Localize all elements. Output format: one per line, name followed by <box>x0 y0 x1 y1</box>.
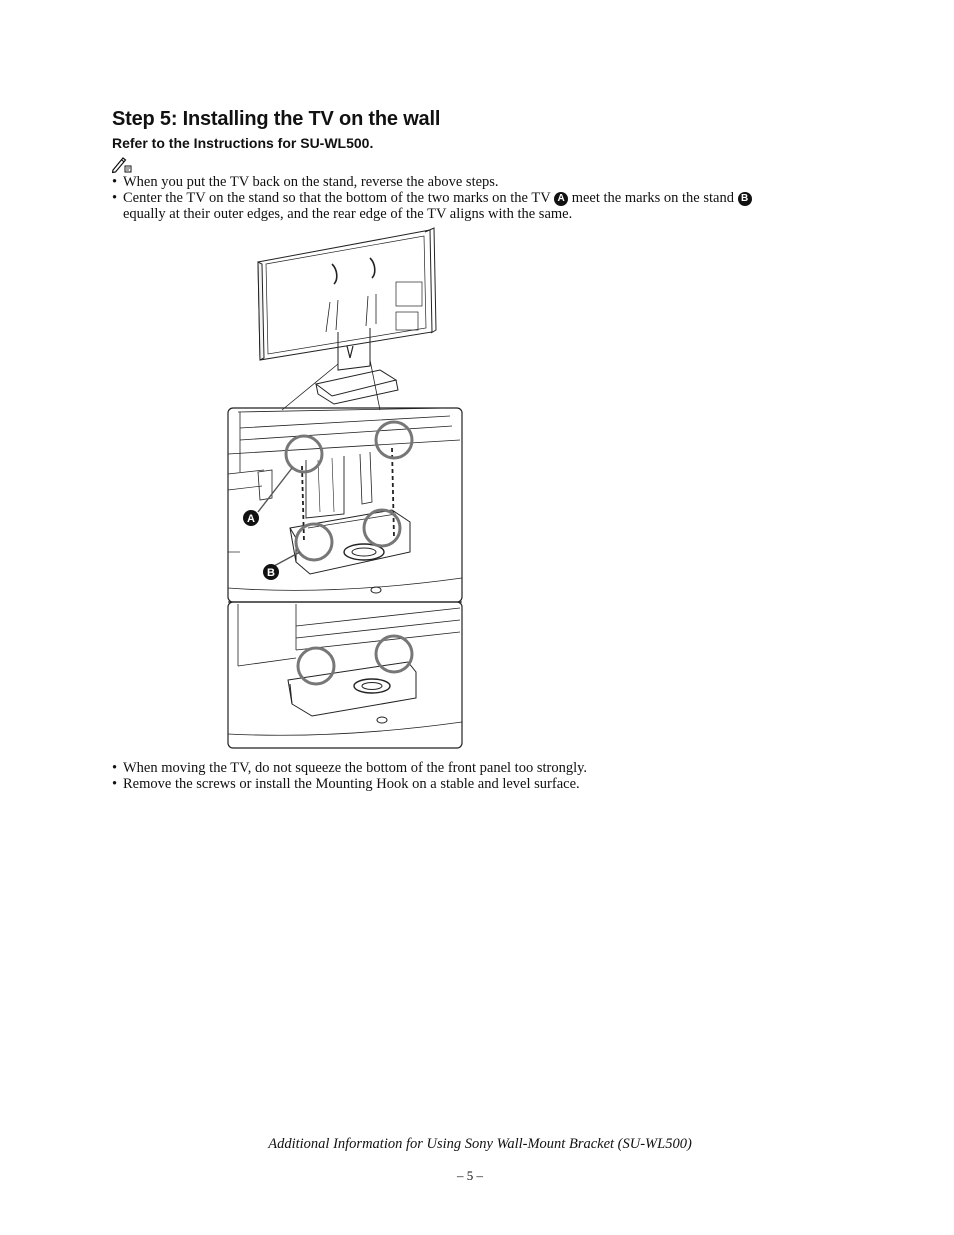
page-title: Step 5: Installing the TV on the wall <box>112 108 441 130</box>
notes-list-top <box>112 174 832 222</box>
page-number: – 5 – <box>457 1168 483 1183</box>
note-pencil-icon <box>112 155 132 173</box>
marker-a-badge: A <box>554 192 568 206</box>
section-subheading: Refer to the Instructions for SU-WL500. <box>112 135 374 151</box>
list-item: • When moving the TV, do not squeeze the bottom of the front panel too strongly. <box>112 760 832 776</box>
footer-title: Additional Information for Using Sony Wall-Mount Bracket (SU-WL500) <box>268 1136 692 1152</box>
tv-stand-illustration <box>220 222 468 754</box>
callout-a-label: A <box>247 513 255 525</box>
list-item: • When you put the TV back on the stand, reverse the above steps. <box>112 174 832 190</box>
list-item: • Remove the screws or install the Mounting Hook on a stable and level surface. <box>112 776 832 792</box>
callout-b-label: B <box>267 567 275 579</box>
notes-list-bottom <box>112 760 832 792</box>
marker-b-badge: B <box>738 192 752 206</box>
list-item: • Center the TV on the stand so that the bottom of the two marks on the TV A meet the marks on the stand B equally at their outer edges, and the rear edge of the TV aligns with the same. <box>112 190 832 222</box>
